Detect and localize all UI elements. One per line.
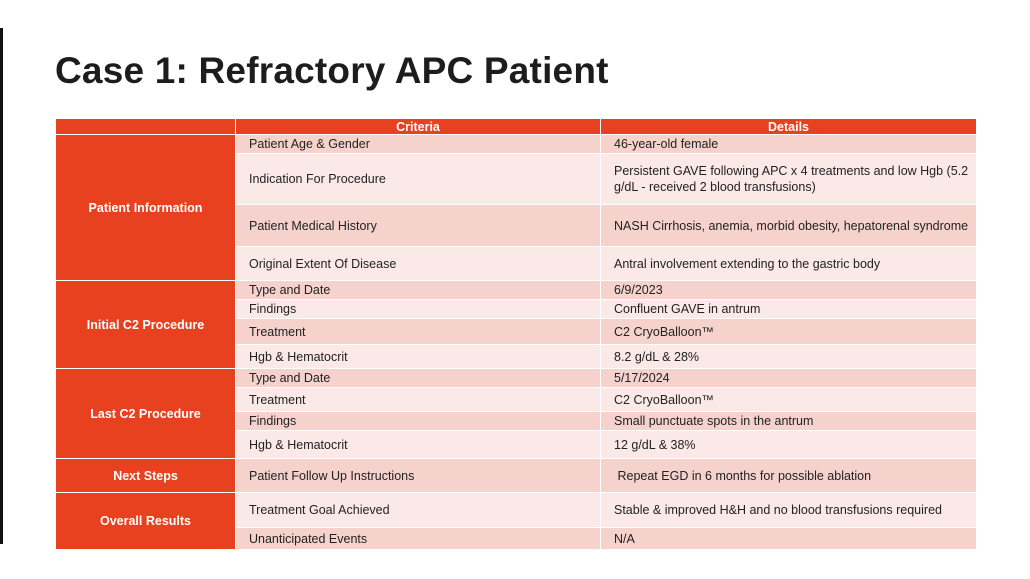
details-cell: 46-year-old female — [601, 135, 977, 154]
criteria-cell: Original Extent Of Disease — [236, 247, 601, 281]
table-row — [56, 459, 977, 493]
table-row — [56, 493, 977, 528]
criteria-cell: Findings — [236, 300, 601, 319]
criteria-cell: Treatment — [236, 319, 601, 345]
details-cell: 5/17/2024 — [601, 369, 977, 388]
table-header-row — [56, 119, 977, 135]
header-details: Details — [601, 119, 977, 135]
criteria-cell: Patient Age & Gender — [236, 135, 601, 154]
criteria-cell: Indication For Procedure — [236, 154, 601, 205]
group-patient-information: Patient Information — [56, 135, 236, 281]
details-cell: 6/9/2023 — [601, 281, 977, 300]
criteria-cell: Treatment — [236, 388, 601, 412]
table-row — [56, 135, 977, 154]
left-edge-rule — [0, 28, 3, 544]
group-initial-c2-procedure: Initial C2 Procedure — [56, 281, 236, 369]
criteria-cell: Hgb & Hematocrit — [236, 345, 601, 369]
details-cell: Antral involvement extending to the gastric body — [601, 247, 977, 281]
table-row — [56, 369, 977, 388]
criteria-cell: Type and Date — [236, 281, 601, 300]
header-blank — [56, 119, 236, 135]
details-cell: 8.2 g/dL & 28% — [601, 345, 977, 369]
criteria-cell: Treatment Goal Achieved — [236, 493, 601, 528]
details-cell: C2 CryoBalloon™ — [601, 388, 977, 412]
criteria-cell: Findings — [236, 412, 601, 431]
criteria-cell: Patient Follow Up Instructions — [236, 459, 601, 493]
header-criteria: Criteria — [236, 119, 601, 135]
group-next-steps: Next Steps — [56, 459, 236, 493]
details-cell: NASH Cirrhosis, anemia, morbid obesity, hepatorenal syndrome — [601, 205, 977, 247]
details-cell: Stable & improved H&H and no blood transfusions required — [601, 493, 977, 528]
criteria-cell: Hgb & Hematocrit — [236, 431, 601, 459]
group-last-c2-procedure: Last C2 Procedure — [56, 369, 236, 459]
details-cell: Repeat EGD in 6 months for possible ablation — [601, 459, 977, 493]
group-overall-results: Overall Results — [56, 493, 236, 550]
criteria-cell: Type and Date — [236, 369, 601, 388]
details-cell: Confluent GAVE in antrum — [601, 300, 977, 319]
details-cell: N/A — [601, 528, 977, 550]
criteria-cell: Unanticipated Events — [236, 528, 601, 550]
details-cell: C2 CryoBalloon™ — [601, 319, 977, 345]
details-cell: 12 g/dL & 38% — [601, 431, 977, 459]
slide-title: Case 1: Refractory APC Patient — [55, 50, 609, 91]
case-table — [55, 118, 977, 550]
table-row — [56, 281, 977, 300]
details-cell: Persistent GAVE following APC x 4 treatments and low Hgb (5.2 g/dL - received 2 blood transfusions) — [601, 154, 977, 205]
details-cell: Small punctuate spots in the antrum — [601, 412, 977, 431]
criteria-cell: Patient Medical History — [236, 205, 601, 247]
